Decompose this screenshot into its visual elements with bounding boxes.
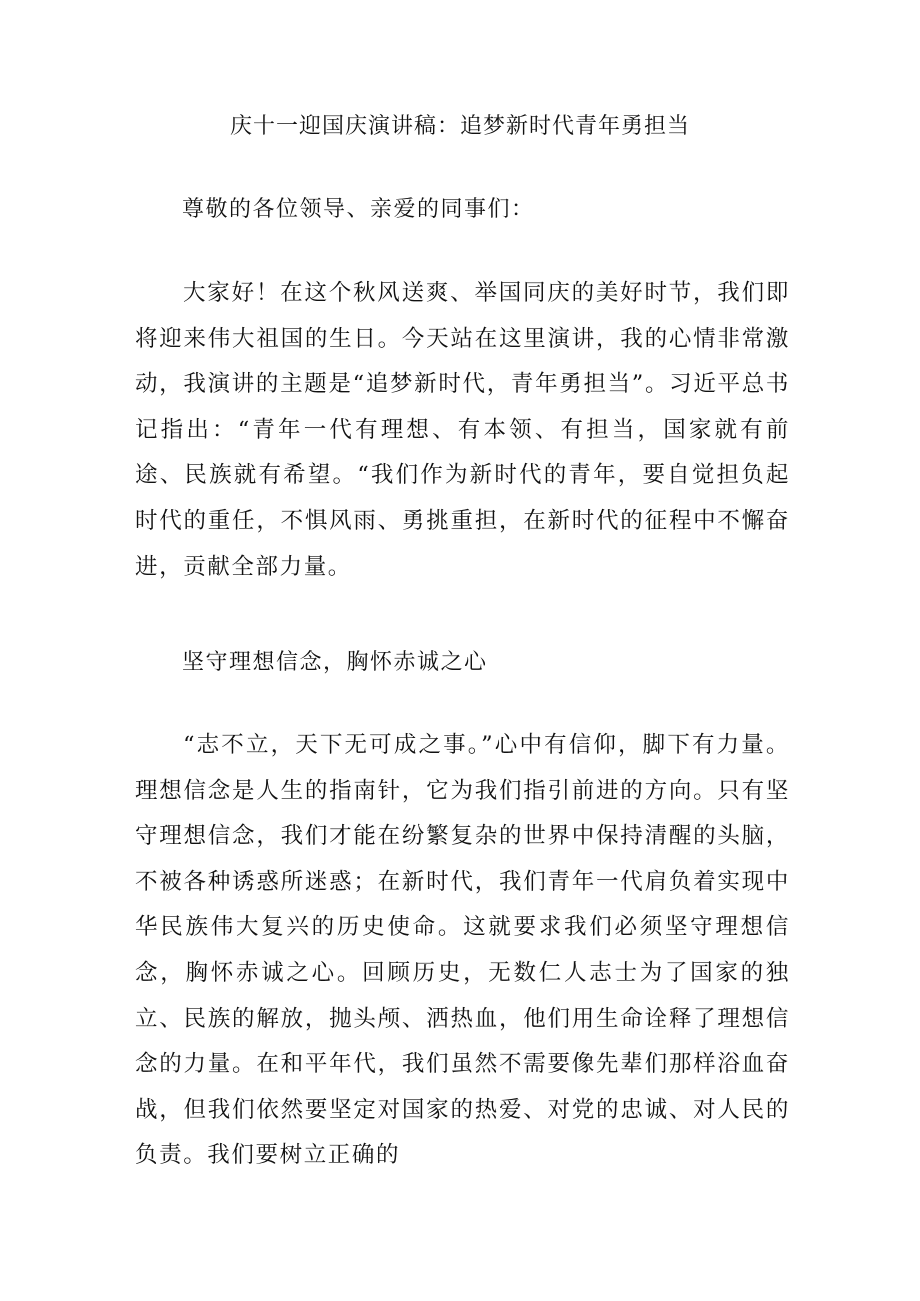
document-title: 庆十一迎国庆演讲稿：追梦新时代青年勇担当 — [229, 114, 690, 139]
section-heading: 坚守理想信念，胸怀赤诚之心 — [182, 650, 488, 675]
salutation: 尊敬的各位领导、亲爱的同事们： — [182, 197, 535, 222]
body-paragraph-2: “志不立，天下无可成之事。”心中有信仰，脚下有力量。理想信念是人生的指南针，它为我们指引前进的方向。只有坚守理想信念，我们才能在纷繁复杂的世界中保持清醒的头脑，不被各种诱惑所迷惑；在新时代，我们青年一代肩负着实现中华民族伟大复兴的历史使命。这就要求我们必须坚守理想信念，胸怀赤诚之心。回顾历史，无数仁人志士为了国家的独立、民族的解放，抛头颅、洒热血，他们用生命诠释了理想信念的力量。在和平年代，我们虽然不需要像先辈们那样浴血奋战，但我们依然要坚定对国家的热爱、对党的忠诚、对人民的负责。我们要树立正确的 — [135, 732, 790, 1169]
body-paragraph-1: 大家好！在这个秋风送爽、举国同庆的美好时节，我们即将迎来伟大祖国的生日。今天站在这里演讲，我的心情非常激动，我演讲的主题是“追梦新时代，青年勇担当”。习近平总书记指出：“青年一代有理想、有本领、有担当，国家就有前途、民族就有希望。“我们作为新时代的青年，要自觉担负起时代的重任，不惧风雨、勇挑重担，在新时代的征程中不懈奋进，贡献全部力量。 — [135, 280, 790, 580]
